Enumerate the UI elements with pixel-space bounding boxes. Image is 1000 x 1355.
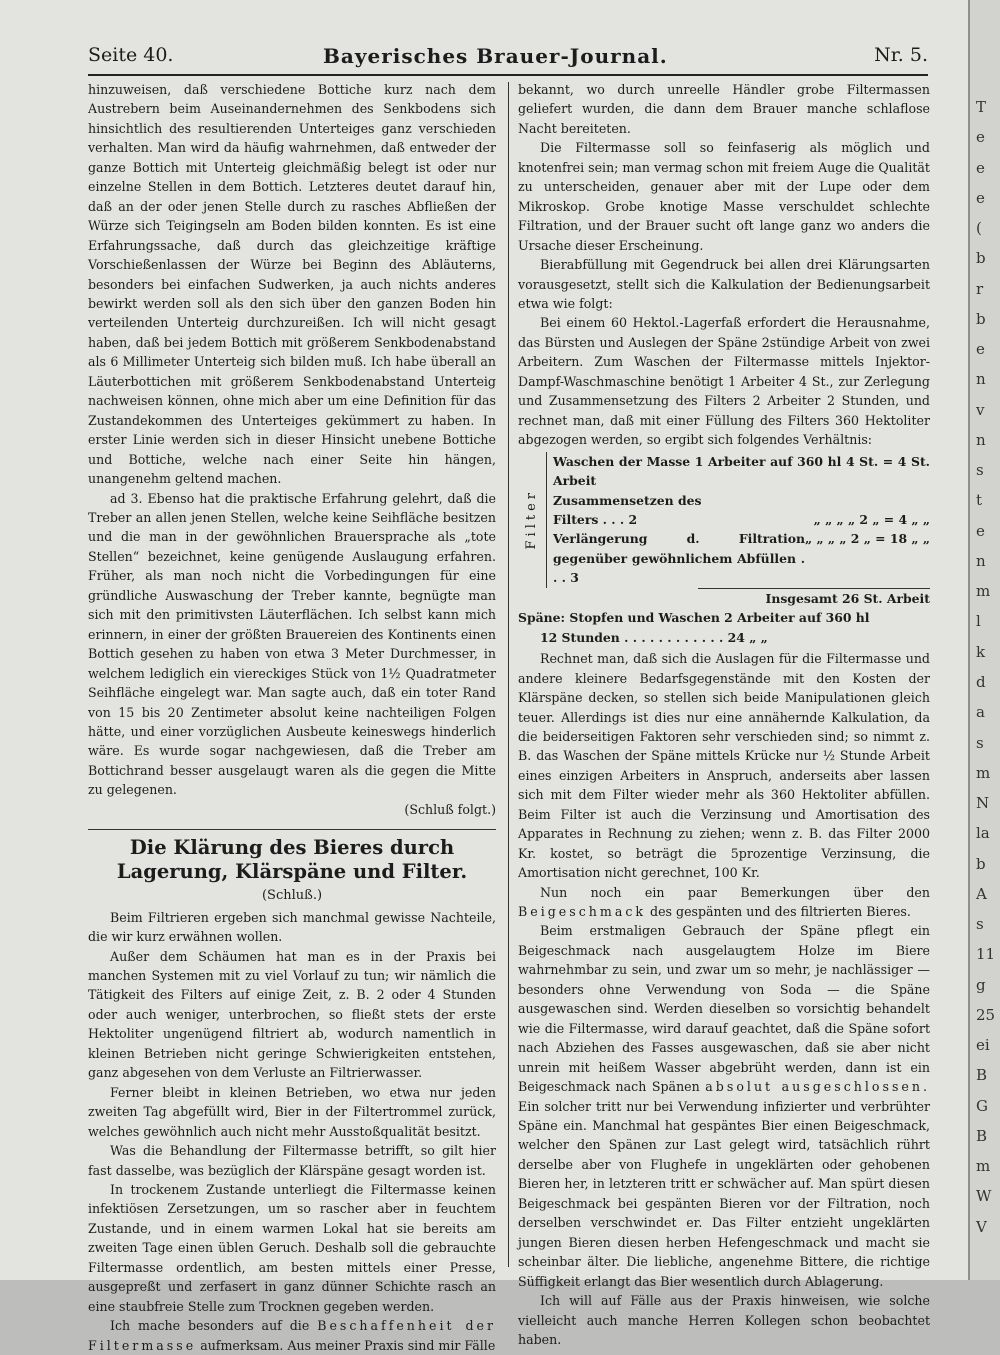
spaene-line: Späne: Stopfen und Waschen 2 Arbeiter auf 360 hl: [518, 610, 870, 626]
text-run: Beim erstmaligen Gebrauch der Späne pflegt ein Beigeschmack nach ausgelaugtem Holze im Biere wahrnehmbar zu sein, und zwar um so mehr, je nachlässiger — besonders ohne Verwendung von Soda — die Späne ausgewaschen sind. Werden dieselben so vorsichtig behandelt wie die Filtermasse, wird darauf geachtet, daß die Späne sofort nach Abziehen des Fasses ausgewaschen, daß sie aber nicht unrein mit heißem Wasser abgebrüht werden, dann ist ein Beigeschmack nach Spänen: [518, 923, 930, 1095]
edge-letter: G: [976, 1097, 988, 1115]
paragraph: hinzuweisen, daß verschiedene Bottiche kurz nach dem Austrebern beim Auseinandernehmen des Senkbodens sich hinsichtlich des resultierenden Unterteiges ganz verschieden verhalten. Man wird da häufig wahrnehmen, daß entweder der ganze Bottich mit Unterteig gleichmäßig belegt ist oder nur einzelne Stellen in dem Bottich. Letzteres deutet darauf hin, daß an der oder jenen Stelle durch zu rasches Abfließen der Würze sich Teigingseln am Boden bilden konnten. Es ist eine Erfahrungssache, daß durch das gleichzeitige kräftige Vorschießenlassen der Würze bei Beginn des Abläuterns, besonders bei einfachen Sudwerken, ja auch nichts anderes bewirkt werden soll als den sich über den ganzen Boden hin verteilenden Unterteig durchzureißen. Ich will nicht gesagt haben, daß bei jedem Bottich mit größerem Senkbodenabstand als 6 Millimeter Unterteig sich bilden muß. Ich habe überall an Läuterbottichen mit größerem Senkbodenabstand Unterteig nachweisen können, ohne mich aber um eine Definition für das Zustandekommen des Unterteiges gekümmert zu haben. In erster Linie werden sich in dieser Hinsicht unebene Bottiche und Bottiche, welche nach einer Seite hin hängen, unangenehm geltend machen.: [88, 82, 496, 487]
text-run: aufmerksam. Aus meiner Praxis sind mir Fälle: [200, 1337, 496, 1353]
edge-letter: t: [976, 491, 983, 509]
edge-letter: s: [976, 461, 984, 479]
paragraph: Was die Behandlung der Filtermasse betrifft, so gilt hier fast dasselbe, was bezüglich der Klärspäne gesagt worden ist.: [88, 1143, 496, 1178]
edge-letter: 25: [976, 1006, 996, 1024]
article-divider: [88, 829, 496, 830]
edge-letter: e: [976, 189, 985, 207]
edge-letter: ei: [976, 1036, 990, 1054]
edge-letter: e: [976, 340, 985, 358]
edge-letter: n: [976, 431, 986, 449]
article-subtitle: (Schluß.): [261, 888, 323, 904]
table-row: [553, 452, 930, 491]
table-row: [553, 529, 930, 587]
left-column: [88, 80, 496, 1355]
edge-letter: e: [976, 159, 985, 177]
edge-letter: N: [976, 794, 990, 812]
edge-letter: n: [976, 552, 986, 570]
edge-letter: 11: [976, 945, 996, 963]
edge-letter: la: [976, 824, 990, 842]
row-label: Waschen der Masse 1 Arbeiter auf 360 hl 4 St. = 4 St. Arbeit: [553, 453, 930, 489]
paragraph: Die Filtermasse soll so feinfaserig als möglich und knotenfrei sein; man vermag schon mit freiem Auge die Qualität zu unterscheiden, genauer aber mit der Lupe oder dem Mikroskop. Grobe knotige Masse verschuldet schlechte Filtration, und der Brauer sucht oft lange ganz wo anders die Ursache dieser Erscheinung.: [518, 140, 930, 253]
header-rule: [88, 74, 928, 76]
paragraph: ad 3. Ebenso hat die praktische Erfahrung gelehrt, daß die Treber an allen jenen Stellen, welche keine Seihfläche besitzen und die man in der gewöhnlichen Brauersprache als „tote Stellen“ bezeichnet, keine genügende Auslaugung erfahren. Früher, als man noch nicht die Vorbedingungen für eine gründliche Auswaschung der Treber kannte, begnügte man sich mit den primitivsten Läuterflächen. Ich selbst kann mich erinnern, in einer der größten Brauereien des Kontinents einen Bottich gesehen zu haben von etwa 3 Meter Durchmesser, in welchem lediglich ein viereckiges Stück von 1½ Quadratmeter Seihfläche eingelegt war. Man sagte auch, daß ein toter Rand von 15 bis 20 Zentimeter absolut keine nachteiligen Folgen hätte, und einer vorzüglichen Ausbeute keineswegs hinderlich wäre. Es wurde sogar nachgewiesen, daß die Treber am Bottichrand besser ausgelaugt waren als die gegen die Mitte zu gelegenen.: [88, 490, 496, 798]
emphasis-text: absolut ausgeschlossen.: [705, 1079, 930, 1095]
journal-title: Bayerisches Brauer-Journal.: [323, 44, 668, 68]
edge-letter: e: [976, 128, 985, 146]
emphasis-text: Beschaffenheit der Filtermasse: [88, 1318, 496, 1353]
paragraph: Ferner bleibt in kleinen Betrieben, wo etwa nur jeden zweiten Tag abgefüllt wird, Bier in der Filtertrommel zurück, welches gewöhnlich auch nicht mehr Ausstoßqualität besitzt.: [88, 1084, 496, 1139]
right-column: [518, 80, 930, 1349]
edge-letter: m: [976, 1157, 991, 1175]
paragraph: bekannt, wo durch unreelle Händler grobe Filtermassen geliefert wurden, die dann dem Brauer manche schlaflose Nacht bereiteten.: [518, 82, 930, 136]
column-divider: [508, 82, 509, 1267]
edge-letter: l: [976, 612, 981, 630]
paragraph: Ich will auf Fälle aus der Praxis hinweisen, wie solche vielleicht auch manche Herren Kollegen schon beobachtet haben.: [518, 1293, 930, 1347]
text-run: des gespänten und des filtrierten Bieres.: [650, 904, 911, 920]
paragraph: [518, 883, 930, 922]
edge-letter: v: [976, 401, 985, 419]
text-run: Ein solcher tritt nur bei Verwendung infizierter und verbrühter Späne ein. Manchmal hat gespäntes Bier einen Beigeschmack, welcher den Spänen zur Last gelegt wird, tatsächlich rührt derselbe aber von Flughefe in ungeklärten oder gehobenen Bieren her, in letzteren tritt er schwächer auf. Man spürt diesen Beigeschmack bei gespänten Bieren vor der Filtration, noch derselben verschwindet er. Das Filter entzieht ungeklärten jungen Bieren diesen herben Hefengeschmack und macht sie scheinbar älter. Die liebliche, angenehme Bittere, die richtige Süffigkeit erlangt das Bier wesentlich durch Ablagerung.: [518, 1098, 930, 1289]
row-label: Filters . . . 2: [553, 511, 638, 527]
brace-label: Filter: [524, 489, 540, 550]
spaene-line: 12 Stunden . . . . . . . . . . . . 24 „ „: [540, 629, 768, 645]
edge-letter: m: [976, 764, 991, 782]
edge-letter: g: [976, 976, 986, 994]
table-total: Insgesamt 26 St. Arbeit: [698, 588, 930, 608]
paragraph: [518, 921, 930, 1291]
paragraph: Beim Filtrieren ergeben sich manchmal gewisse Nachteile, die wir kurz erwähnen wollen.: [88, 909, 496, 945]
edge-letter: B: [976, 1066, 988, 1084]
edge-letter: W: [976, 1187, 992, 1205]
page-header: [88, 44, 928, 70]
paragraph: Außer dem Schäumen hat man es in der Praxis bei manchen Systemen mit zu viel Vorlauf zu tun; wir nämlich die Tätigkeit des Filters auf einige Zeit, z. B. 2 oder 4 Stunden oder auch weniger, unterbrochen, so fließt stets der erste Hektoliter ungenügend filtriert ab, wodurch namentlich in kleinen Betrieben nicht geringe Schwierigkeiten entstehen, ganz abgesehen von dem Verluste an Filtrierwasser.: [88, 948, 496, 1081]
table-row: [553, 491, 930, 510]
labor-calculation-table: [518, 452, 930, 648]
row-value: „ „ „ „ 2 „ = 4 „ „: [813, 511, 930, 527]
filter-brace: [518, 452, 547, 588]
edge-letter: b: [976, 855, 986, 873]
paragraph: Bierabfüllung mit Gegendruck bei allen drei Klärungsarten vorausgesetzt, stellt sich die Kalkulation der Bedienungsarbeit etwa wie folgt:: [518, 257, 930, 311]
text-run: Ich mache besonders auf die: [110, 1318, 310, 1334]
edge-letter: a: [976, 703, 985, 721]
edge-letter: b: [976, 249, 986, 267]
article-title: Die Klärung des Bieres durch Lagerung, Klärspäne und Filter.: [116, 836, 468, 884]
edge-letter: (: [976, 219, 982, 237]
text-run: Nun noch ein paar Bemerkungen über den: [540, 884, 930, 900]
edge-letter: r: [976, 280, 984, 298]
edge-letter: n: [976, 370, 986, 388]
table-row: [553, 510, 930, 529]
row-value: „ „ „ „ 2 „ = 18 „ „: [805, 531, 930, 547]
row-label: Verlängerung d. Filtration gegenüber gewöhnlichem Abfüllen . . . 3: [553, 531, 806, 586]
issue-number: Nr. 5.: [874, 44, 928, 66]
emphasis-text: Beigeschmack: [518, 904, 647, 920]
edge-letter: b: [976, 310, 986, 328]
paragraph: Rechnet man, daß sich die Auslagen für die Filtermasse und andere kleinere Bedarfsgegenstände mit den Kosten der Klärspäne decken, so stellen sich beide Manipulationen gleich teuer. Allerdings ist dies nur eine annähernde Kalkulation, da die beiderseitigen Faktoren sehr verschieden sind; so nimmt z. B. das Waschen der Späne mittels Krücke nur ½ Stunde Arbeit eines einzigen Arbeiters in Anspruch, anderseits aber lassen sich mit dem Filter wieder mehr als 360 Hektoliter abfüllen. Beim Filter ist auch die Verzinsung und Amortisation des Apparates in Rechnung zu ziehen; wenn z. B. das Filter 2000 Kr. kostet, so beträgt die 5prozentige Verzinsung, die Amortisation nicht gerechnet, 100 Kr.: [518, 651, 930, 881]
edge-letter: B: [976, 1127, 988, 1145]
edge-letter: k: [976, 643, 986, 661]
edge-letter: e: [976, 522, 985, 540]
edge-letter: V: [976, 1218, 987, 1236]
edge-letter: A: [976, 885, 987, 903]
continued-note: (Schluß folgt.): [404, 801, 496, 817]
edge-letter: m: [976, 582, 991, 600]
row-label: Zusammensetzen des: [553, 492, 702, 508]
paragraph: Bei einem 60 Hektol.-Lagerfaß erfordert die Herausnahme, das Bürsten und Auslegen der Späne 2stündige Arbeit von zwei Arbeitern. Zum Waschen der Filtermasse mittels Injektor-Dampf-Waschmaschine benötigt 1 Arbeiter 4 St., zur Zerlegung und Zusammensetzung des Filters 2 Arbeiter 2 Stunden, und rechnet man, daß mit einer Füllung des Filters 360 Hektoliter abgezogen werden, so ergibt sich folgendes Verhältnis:: [518, 315, 930, 448]
edge-letter: d: [976, 673, 986, 691]
paragraph: [88, 1316, 496, 1355]
adjacent-page-edge: [968, 0, 1000, 1280]
edge-letter: s: [976, 734, 984, 752]
edge-letter: s: [976, 915, 984, 933]
edge-letter: T: [976, 98, 987, 116]
page-number: Seite 40.: [88, 44, 174, 66]
paragraph: In trockenem Zustande unterliegt die Filtermasse keinen infektiösen Zersetzungen, um so rascher aber in feuchtem Zustande, und in einem warmen Lokal hat sie bereits am zweiten Tage einen üblen Geruch. Deshalb soll die gebrauchte Filtermasse ordentlich, am besten mittels einer Presse, ausgepreßt und zerfasert in ganz dünner Schichte rasch an eine staubfreie Stelle zum Trocknen gegeben werden.: [88, 1182, 496, 1314]
